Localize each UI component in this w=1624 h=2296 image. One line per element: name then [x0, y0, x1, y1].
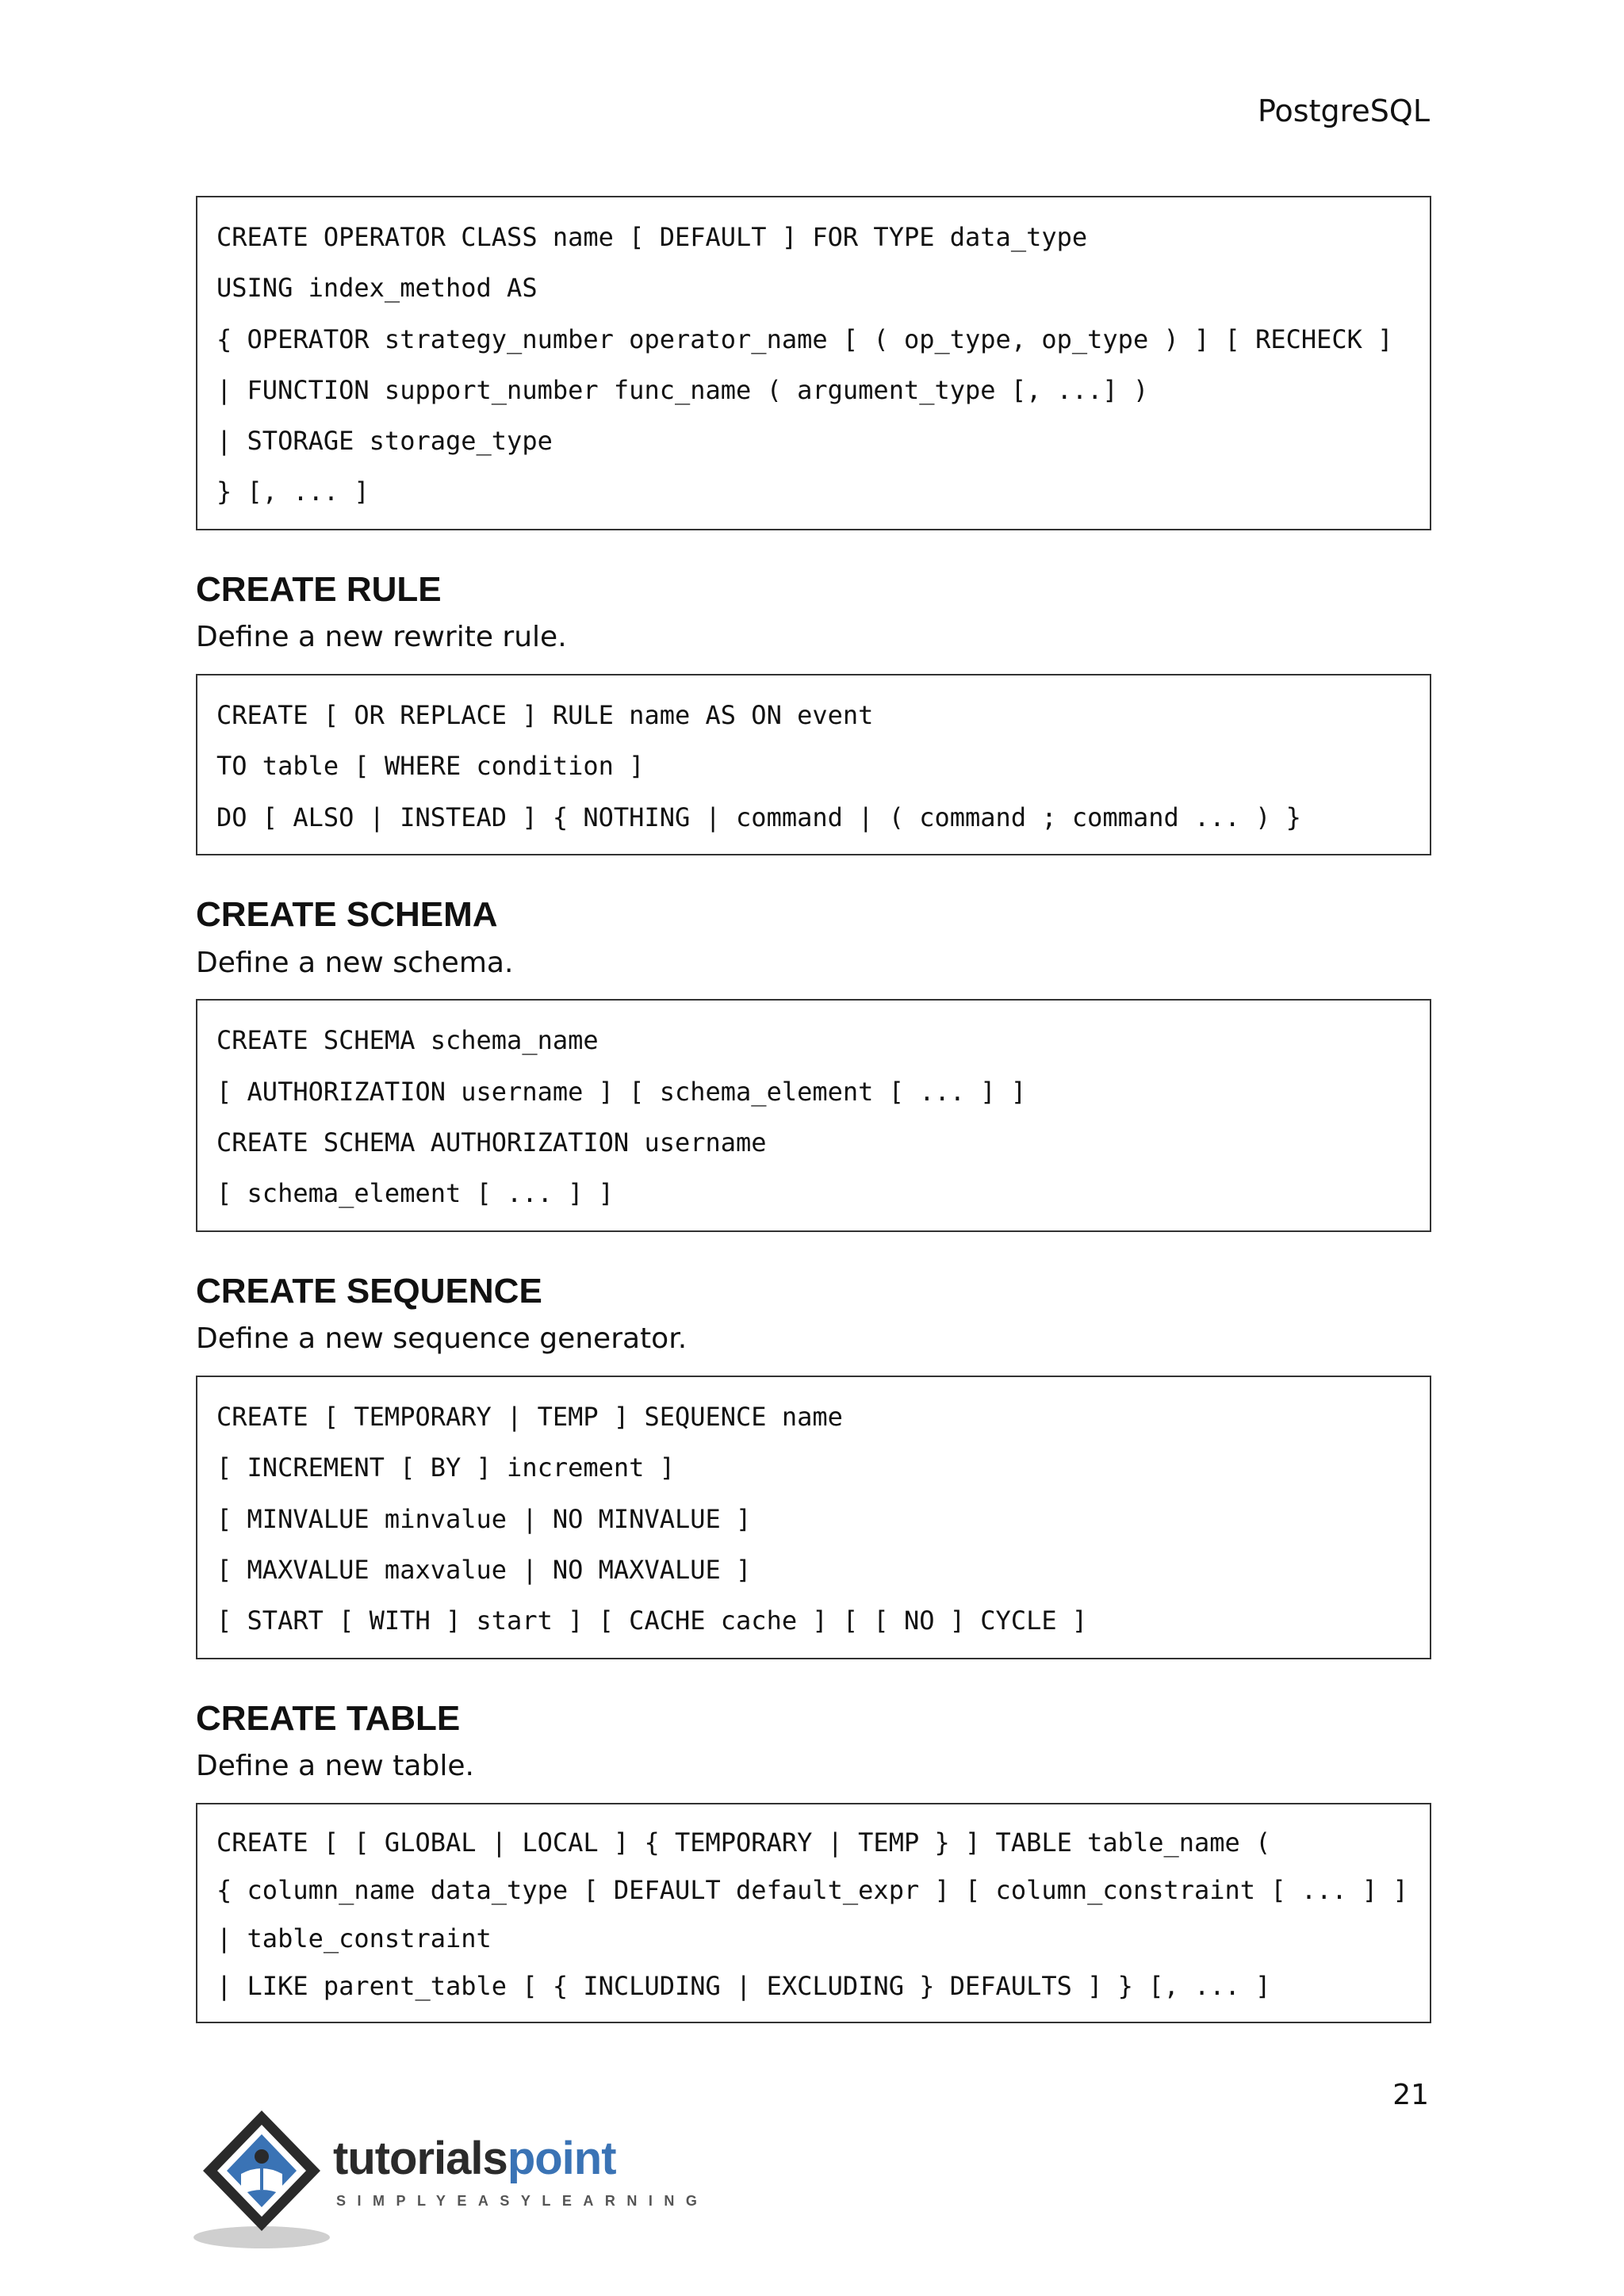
page-content — [196, 196, 1431, 2023]
code-line: CREATE [ OR REPLACE ] RULE name AS ON event — [216, 700, 874, 731]
logo-tagline: SIMPLYEASYLEARNING — [336, 2193, 709, 2209]
code-line: { OPERATOR strategy_number operator_name [ ( op_type, op_type ) ] [ RECHECK ] — [216, 323, 1393, 354]
code-block-create-table — [196, 1803, 1431, 2023]
section-title-create-sequence: CREATE SEQUENCE — [196, 1271, 542, 1311]
code-line: [ schema_element [ ... ] ] — [216, 1178, 614, 1209]
code-block-operator-class — [196, 196, 1431, 530]
section-description: Define a new sequence generator. — [196, 1322, 688, 1356]
code-line: { column_name data_type [ DEFAULT default_expr ] [ column_constraint [ ... ] ] — [216, 1875, 1408, 1906]
code-block-create-rule — [196, 674, 1431, 855]
code-line: [ AUTHORIZATION username ] [ schema_element [ ... ] ] — [216, 1076, 1027, 1107]
logo-word-dark: tutorials — [333, 2133, 508, 2184]
code-line: CREATE OPERATOR CLASS name [ DEFAULT ] FOR TYPE data_type — [216, 222, 1088, 252]
section-title-create-rule: CREATE RULE — [196, 569, 442, 609]
code-line: | LIKE parent_table [ { INCLUDING | EXCLUDING } DEFAULTS ] } [, ... ] — [216, 1971, 1271, 2002]
section-description: Define a new table. — [196, 1750, 474, 1783]
section-title-create-table: CREATE TABLE — [196, 1698, 461, 1738]
code-block-create-schema — [196, 999, 1431, 1231]
code-line: DO [ ALSO | INSTEAD ] { NOTHING | command | ( command ; command ... ) } — [216, 802, 1301, 832]
code-line: CREATE SCHEMA AUTHORIZATION username — [216, 1127, 767, 1158]
logo-emblem-icon — [193, 2101, 336, 2252]
code-line: [ MAXVALUE maxvalue | NO MAXVALUE ] — [216, 1554, 752, 1585]
code-line: | FUNCTION support_number func_name ( argument_type [, ...] ) — [216, 374, 1149, 405]
logo-word-blue: point — [507, 2133, 616, 2184]
section-description: Define a new schema. — [196, 946, 514, 979]
code-line: TO table [ WHERE condition ] — [216, 751, 645, 782]
logo-wordmark — [333, 2133, 616, 2184]
section-title-create-schema: CREATE SCHEMA — [196, 895, 498, 935]
code-line: [ MINVALUE minvalue | NO MINVALUE ] — [216, 1503, 752, 1534]
code-line: } [, ... ] — [216, 476, 370, 507]
code-line: [ INCREMENT [ BY ] increment ] — [216, 1452, 675, 1483]
code-line: CREATE [ [ GLOBAL | LOCAL ] { TEMPORARY | TEMP } ] TABLE table_name ( — [216, 1827, 1271, 1858]
code-line: CREATE SCHEMA schema_name — [216, 1025, 599, 1056]
code-block-create-sequence — [196, 1376, 1431, 1659]
code-line: [ START [ WITH ] start ] [ CACHE cache ] [ [ NO ] CYCLE ] — [216, 1605, 1088, 1636]
page-number: 21 — [1392, 2079, 1429, 2111]
code-line: | STORAGE storage_type — [216, 426, 553, 457]
section-description: Define a new rewrite rule. — [196, 621, 567, 654]
code-line: | table_constraint — [216, 1923, 492, 1954]
code-line: CREATE [ TEMPORARY | TEMP ] SEQUENCE name — [216, 1402, 843, 1433]
tutorialspoint-logo — [193, 2101, 709, 2252]
code-line: USING index_method AS — [216, 273, 538, 304]
running-header-title: PostgreSQL — [1258, 94, 1430, 128]
